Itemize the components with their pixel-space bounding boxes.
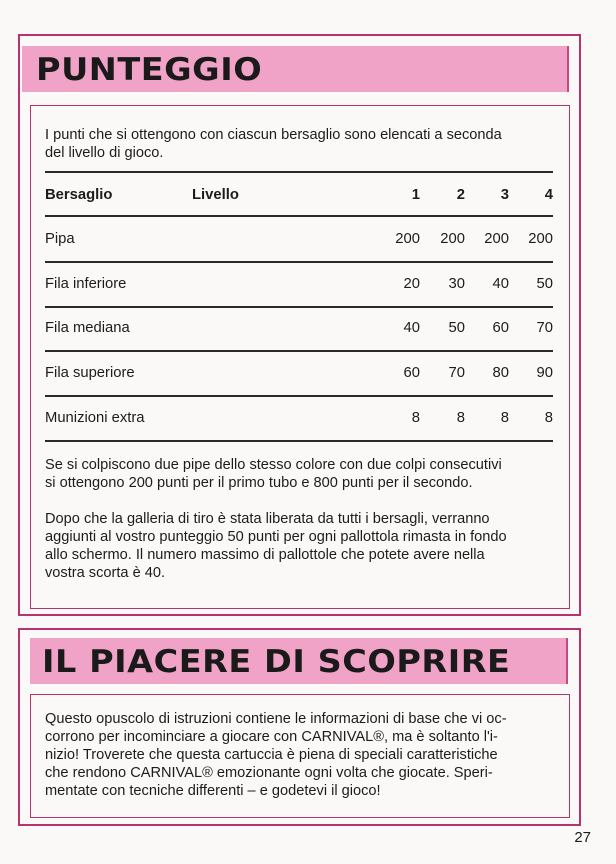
table-bottom-rule [45,440,553,442]
section-title: PUNTEGGIO [36,52,263,88]
table-row: Fila mediana 40 50 60 70 [45,320,553,336]
row-label: Munizioni extra [45,410,145,426]
ammo-paragraph: Dopo che la galleria di tiro è stata liberata da tutti i bersagli, verranno aggiunti al vostro punteggio 50 punti per ogni pallottola rimasta in fondo allo schermo. Il numero massimo di pallottole che potete avere nella vostra scorta è 40. [45,511,507,581]
table-row: Fila inferiore 20 30 40 50 [45,276,553,292]
table-top-rule [45,171,553,173]
closing-paragraph: Questo opuscolo di istruzioni contiene le informazioni di base che vi oc- corrono per incominciare a giocare con CARNIVAL®, ma è soltanto l'i- nizio! Troverete che questa cartuccia è piena di speciali caratteristiche che rendono CARNIVAL® emozionante ogni volta che giocate. Speri- mentate con tecniche differenti – e godetevi il gioco! [45,711,507,799]
header-level-1: 1 [411,187,420,203]
row-rule [45,261,553,263]
page-number: 27 [574,829,591,846]
bonus-paragraph: Se si colpiscono due pipe dello stesso colore con due colpi consecutivi si ottengono 200 punti per il primo tubo e 800 punti per il secondo. [45,457,502,491]
table-header [45,187,553,207]
row-rule [45,350,553,352]
row-label: Fila superiore [45,365,135,381]
header-level-3: 3 [500,187,509,203]
header-level-4: 4 [544,187,553,203]
table-row: Munizioni extra 8 8 8 8 [45,410,553,426]
row-rule [45,306,553,308]
header-livello: Livello [192,187,239,203]
table-row: Fila superiore 60 70 80 90 [45,365,553,381]
row-label: Fila mediana [45,320,130,336]
row-rule [45,395,553,397]
intro-paragraph: I punti che si ottengono con ciascun bersaglio sono elencati a seconda del livello di gioco. [45,127,502,161]
table-header-rule [45,215,553,217]
header-bersaglio: Bersaglio [45,187,113,203]
header-level-2: 2 [456,187,465,203]
row-label: Fila inferiore [45,276,127,292]
row-label: Pipa [45,231,75,247]
table-row: Pipa 200 200 200 200 [45,231,553,247]
scoprire-banner [30,638,568,684]
section-title: IL PIACERE DI SCOPRIRE [42,644,511,680]
punteggio-banner [22,46,569,92]
